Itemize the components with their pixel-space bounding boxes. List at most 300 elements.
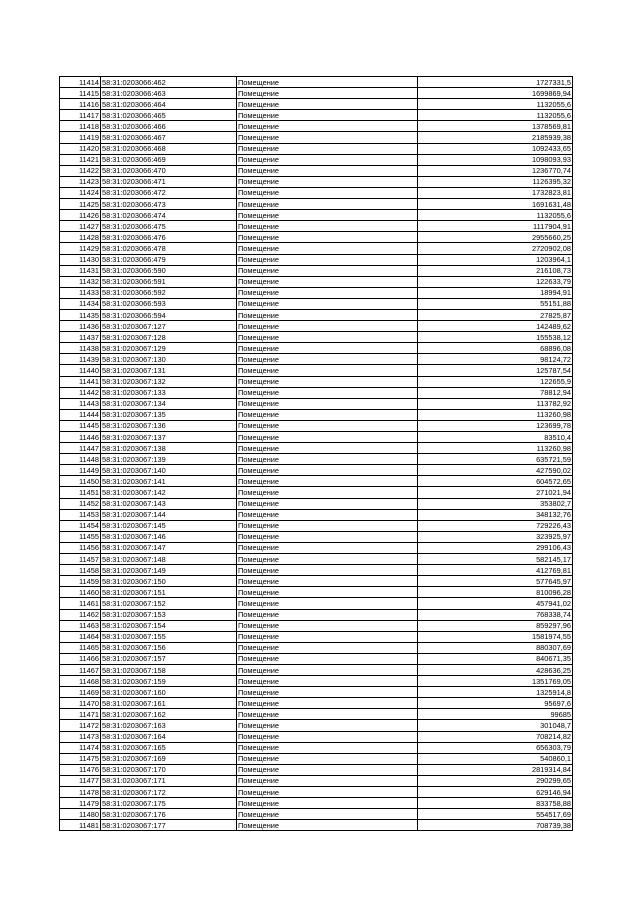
cadastral-value-cell: 554517,69 <box>418 809 573 820</box>
cadastral-value-cell: 98124,72 <box>418 354 573 365</box>
object-type-cell: Помещение <box>237 709 418 720</box>
row-number-cell: 11433 <box>60 287 101 298</box>
cadastral-value-cell: 412769,81 <box>418 565 573 576</box>
cadastral-number-cell: 58:31:0203066:465 <box>101 110 237 121</box>
object-type-cell: Помещение <box>237 775 418 786</box>
row-number-cell: 11443 <box>60 398 101 409</box>
cadastral-value-cell: 1351769,05 <box>418 676 573 687</box>
row-number-cell: 11428 <box>60 232 101 243</box>
cadastral-value-cell: 708214,82 <box>418 731 573 742</box>
table-row <box>60 387 573 398</box>
cadastral-number-cell: 58:31:0203066:464 <box>101 99 237 110</box>
row-number-cell: 11460 <box>60 587 101 598</box>
cadastral-number-cell: 58:31:0203067:164 <box>101 731 237 742</box>
cadastral-number-cell: 58:31:0203067:136 <box>101 420 237 431</box>
table-row <box>60 531 573 542</box>
object-type-cell: Помещение <box>237 276 418 287</box>
table-row <box>60 376 573 387</box>
cadastral-number-cell: 58:31:0203067:143 <box>101 498 237 509</box>
cadastral-value-cell: 299106,43 <box>418 542 573 553</box>
cadastral-value-cell: 301048,7 <box>418 720 573 731</box>
table-row <box>60 143 573 154</box>
cadastral-value-cell: 348132,76 <box>418 509 573 520</box>
object-type-cell: Помещение <box>237 676 418 687</box>
cadastral-number-cell: 58:31:0203066:468 <box>101 143 237 154</box>
cadastral-number-cell: 58:31:0203067:141 <box>101 476 237 487</box>
cadastral-number-cell: 58:31:0203067:161 <box>101 698 237 709</box>
row-number-cell: 11441 <box>60 376 101 387</box>
table-row <box>60 664 573 675</box>
object-type-cell: Помещение <box>237 487 418 498</box>
cadastral-value-cell: 323925,97 <box>418 531 573 542</box>
cadastral-number-cell: 58:31:0203066:462 <box>101 77 237 88</box>
row-number-cell: 11429 <box>60 243 101 254</box>
cadastral-number-cell: 58:31:0203066:593 <box>101 298 237 309</box>
row-number-cell: 11415 <box>60 88 101 99</box>
table-row <box>60 598 573 609</box>
object-type-cell: Помещение <box>237 731 418 742</box>
object-type-cell: Помещение <box>237 653 418 664</box>
object-type-cell: Помещение <box>237 121 418 132</box>
object-type-cell: Помещение <box>237 199 418 210</box>
cadastral-number-cell: 58:31:0203066:467 <box>101 132 237 143</box>
cadastral-number-cell: 58:31:0203066:591 <box>101 276 237 287</box>
row-number-cell: 11446 <box>60 432 101 443</box>
cadastral-value-cell: 880307,69 <box>418 642 573 653</box>
row-number-cell: 11421 <box>60 154 101 165</box>
cadastral-value-cell: 427590,02 <box>418 465 573 476</box>
row-number-cell: 11473 <box>60 731 101 742</box>
cadastral-value-cell: 833758,88 <box>418 798 573 809</box>
row-number-cell: 11414 <box>60 77 101 88</box>
cadastral-number-cell: 58:31:0203066:466 <box>101 121 237 132</box>
row-number-cell: 11423 <box>60 176 101 187</box>
cadastral-value-cell: 83510,4 <box>418 432 573 443</box>
row-number-cell: 11463 <box>60 620 101 631</box>
table-row <box>60 420 573 431</box>
row-number-cell: 11468 <box>60 676 101 687</box>
object-type-cell: Помещение <box>237 664 418 675</box>
object-type-cell: Помещение <box>237 332 418 343</box>
cadastral-number-cell: 58:31:0203067:156 <box>101 642 237 653</box>
cadastral-value-cell: 1117904,91 <box>418 221 573 232</box>
cadastral-number-cell: 58:31:0203067:133 <box>101 387 237 398</box>
row-number-cell: 11454 <box>60 520 101 531</box>
row-number-cell: 11445 <box>60 420 101 431</box>
object-type-cell: Помещение <box>237 809 418 820</box>
table-row <box>60 642 573 653</box>
cadastral-value-cell: 216108,73 <box>418 265 573 276</box>
cadastral-value-cell: 1378569,81 <box>418 121 573 132</box>
row-number-cell: 11418 <box>60 121 101 132</box>
row-number-cell: 11430 <box>60 254 101 265</box>
table-row <box>60 443 573 454</box>
cadastral-value-cell: 2185939,38 <box>418 132 573 143</box>
row-number-cell: 11448 <box>60 454 101 465</box>
cadastral-number-cell: 58:31:0203067:147 <box>101 542 237 553</box>
row-number-cell: 11457 <box>60 554 101 565</box>
row-number-cell: 11442 <box>60 387 101 398</box>
cadastral-value-cell: 582145,17 <box>418 554 573 565</box>
cadastral-number-cell: 58:31:0203066:471 <box>101 176 237 187</box>
cadastral-number-cell: 58:31:0203067:150 <box>101 576 237 587</box>
cadastral-number-cell: 58:31:0203067:145 <box>101 520 237 531</box>
cadastral-number-cell: 58:31:0203067:157 <box>101 653 237 664</box>
object-type-cell: Помещение <box>237 820 418 831</box>
cadastral-value-cell: 68896,08 <box>418 343 573 354</box>
table-row <box>60 298 573 309</box>
cadastral-number-cell: 58:31:0203067:171 <box>101 775 237 786</box>
cadastral-value-cell: 1581974,55 <box>418 631 573 642</box>
row-number-cell: 11424 <box>60 187 101 198</box>
object-type-cell: Помещение <box>237 753 418 764</box>
table-row <box>60 398 573 409</box>
row-number-cell: 11440 <box>60 365 101 376</box>
cadastral-number-cell: 58:31:0203067:128 <box>101 332 237 343</box>
cadastral-number-cell: 58:31:0203067:140 <box>101 465 237 476</box>
object-type-cell: Помещение <box>237 542 418 553</box>
table-row <box>60 88 573 99</box>
cadastral-number-cell: 58:31:0203066:476 <box>101 232 237 243</box>
table-row <box>60 809 573 820</box>
object-type-cell: Помещение <box>237 698 418 709</box>
row-number-cell: 11477 <box>60 775 101 786</box>
object-type-cell: Помещение <box>237 476 418 487</box>
table-row <box>60 232 573 243</box>
object-type-cell: Помещение <box>237 287 418 298</box>
cadastral-value-cell: 1092433,65 <box>418 143 573 154</box>
table-row <box>60 465 573 476</box>
object-type-cell: Помещение <box>237 598 418 609</box>
cadastral-value-cell: 122655,9 <box>418 376 573 387</box>
cadastral-value-cell: 1132055,6 <box>418 99 573 110</box>
cadastral-number-cell: 58:31:0203066:472 <box>101 187 237 198</box>
cadastral-number-cell: 58:31:0203066:463 <box>101 88 237 99</box>
cadastral-value-cell: 113260,98 <box>418 409 573 420</box>
cadastral-number-cell: 58:31:0203067:153 <box>101 609 237 620</box>
cadastral-number-cell: 58:31:0203067:127 <box>101 321 237 332</box>
table-row <box>60 620 573 631</box>
row-number-cell: 11453 <box>60 509 101 520</box>
table-row <box>60 210 573 221</box>
object-type-cell: Помещение <box>237 443 418 454</box>
cadastral-number-cell: 58:31:0203067:132 <box>101 376 237 387</box>
row-number-cell: 11419 <box>60 132 101 143</box>
object-type-cell: Помещение <box>237 565 418 576</box>
table-row <box>60 243 573 254</box>
cadastral-number-cell: 58:31:0203067:152 <box>101 598 237 609</box>
row-number-cell: 11422 <box>60 165 101 176</box>
cadastral-value-cell: 810096,28 <box>418 587 573 598</box>
row-number-cell: 11431 <box>60 265 101 276</box>
cadastral-value-cell: 1691631,48 <box>418 199 573 210</box>
table-row <box>60 165 573 176</box>
object-type-cell: Помещение <box>237 787 418 798</box>
object-type-cell: Помещение <box>237 110 418 121</box>
object-type-cell: Помещение <box>237 609 418 620</box>
row-number-cell: 11438 <box>60 343 101 354</box>
cadastral-value-cell: 629146,94 <box>418 787 573 798</box>
cadastral-number-cell: 58:31:0203067:159 <box>101 676 237 687</box>
object-type-cell: Помещение <box>237 742 418 753</box>
table-row <box>60 731 573 742</box>
object-type-cell: Помещение <box>237 509 418 520</box>
cadastral-number-cell: 58:31:0203067:154 <box>101 620 237 631</box>
object-type-cell: Помещение <box>237 187 418 198</box>
object-type-cell: Помещение <box>237 221 418 232</box>
table-row <box>60 343 573 354</box>
table-row <box>60 432 573 443</box>
cadastral-number-cell: 58:31:0203067:148 <box>101 554 237 565</box>
cadastral-value-cell: 2720902,08 <box>418 243 573 254</box>
cadastral-value-cell: 27825,87 <box>418 309 573 320</box>
row-number-cell: 11444 <box>60 409 101 420</box>
object-type-cell: Помещение <box>237 88 418 99</box>
cadastral-number-cell: 58:31:0203067:155 <box>101 631 237 642</box>
table-row <box>60 332 573 343</box>
row-number-cell: 11439 <box>60 354 101 365</box>
row-number-cell: 11474 <box>60 742 101 753</box>
row-number-cell: 11435 <box>60 309 101 320</box>
table-row <box>60 753 573 764</box>
table-row <box>60 476 573 487</box>
cadastral-number-cell: 58:31:0203066:474 <box>101 210 237 221</box>
table-row <box>60 742 573 753</box>
cadastral-value-cell: 604572,65 <box>418 476 573 487</box>
row-number-cell: 11466 <box>60 653 101 664</box>
table-row <box>60 554 573 565</box>
table-row <box>60 265 573 276</box>
table-row <box>60 820 573 831</box>
table-row <box>60 542 573 553</box>
cadastral-value-cell: 155538,12 <box>418 332 573 343</box>
table-row <box>60 321 573 332</box>
cadastral-value-cell: 142489,62 <box>418 321 573 332</box>
object-type-cell: Помещение <box>237 642 418 653</box>
row-number-cell: 11456 <box>60 542 101 553</box>
table-row <box>60 254 573 265</box>
row-number-cell: 11432 <box>60 276 101 287</box>
table-row <box>60 221 573 232</box>
cadastral-value-cell: 290299,65 <box>418 775 573 786</box>
cadastral-value-cell: 271021,94 <box>418 487 573 498</box>
cadastral-value-cell: 1203964,1 <box>418 254 573 265</box>
row-number-cell: 11479 <box>60 798 101 809</box>
row-number-cell: 11417 <box>60 110 101 121</box>
cadastral-number-cell: 58:31:0203067:172 <box>101 787 237 798</box>
object-type-cell: Помещение <box>237 309 418 320</box>
cadastral-number-cell: 58:31:0203067:139 <box>101 454 237 465</box>
cadastral-number-cell: 58:31:0203067:131 <box>101 365 237 376</box>
object-type-cell: Помещение <box>237 432 418 443</box>
object-type-cell: Помещение <box>237 764 418 775</box>
object-type-cell: Помещение <box>237 143 418 154</box>
object-type-cell: Помещение <box>237 243 418 254</box>
cadastral-value-cell: 78812,94 <box>418 387 573 398</box>
row-number-cell: 11447 <box>60 443 101 454</box>
cadastral-value-cell: 113260,98 <box>418 443 573 454</box>
cadastral-number-cell: 58:31:0203067:130 <box>101 354 237 365</box>
cadastral-value-cell: 95697,6 <box>418 698 573 709</box>
row-number-cell: 11425 <box>60 199 101 210</box>
cadastral-value-cell: 123699,78 <box>418 420 573 431</box>
cadastral-value-cell: 2819314,84 <box>418 764 573 775</box>
row-number-cell: 11451 <box>60 487 101 498</box>
cadastral-value-cell: 1727331,5 <box>418 77 573 88</box>
cadastral-number-cell: 58:31:0203067:162 <box>101 709 237 720</box>
cadastral-value-cell: 18994,91 <box>418 287 573 298</box>
object-type-cell: Помещение <box>237 99 418 110</box>
cadastral-number-cell: 58:31:0203067:160 <box>101 687 237 698</box>
cadastral-value-cell: 729226,43 <box>418 520 573 531</box>
cadastral-number-cell: 58:31:0203066:479 <box>101 254 237 265</box>
object-type-cell: Помещение <box>237 420 418 431</box>
cadastral-number-cell: 58:31:0203067:177 <box>101 820 237 831</box>
cadastral-value-cell: 1236770,74 <box>418 165 573 176</box>
table-row <box>60 287 573 298</box>
cadastral-value-cell: 2955660,25 <box>418 232 573 243</box>
cadastral-value-cell: 656303,79 <box>418 742 573 753</box>
object-type-cell: Помещение <box>237 376 418 387</box>
row-number-cell: 11480 <box>60 809 101 820</box>
cadastral-value-cell: 1126395,32 <box>418 176 573 187</box>
cadastral-number-cell: 58:31:0203066:590 <box>101 265 237 276</box>
cadastral-number-cell: 58:31:0203067:175 <box>101 798 237 809</box>
object-type-cell: Помещение <box>237 798 418 809</box>
object-type-cell: Помещение <box>237 365 418 376</box>
table-row <box>60 787 573 798</box>
table-row <box>60 309 573 320</box>
cadastral-number-cell: 58:31:0203066:478 <box>101 243 237 254</box>
cadastral-value-cell: 1132055,6 <box>418 110 573 121</box>
object-type-cell: Помещение <box>237 454 418 465</box>
table-row <box>60 720 573 731</box>
object-type-cell: Помещение <box>237 176 418 187</box>
table-row <box>60 698 573 709</box>
cadastral-value-cell: 708739,38 <box>418 820 573 831</box>
row-number-cell: 11469 <box>60 687 101 698</box>
table-row <box>60 454 573 465</box>
row-number-cell: 11472 <box>60 720 101 731</box>
row-number-cell: 11436 <box>60 321 101 332</box>
row-number-cell: 11475 <box>60 753 101 764</box>
cadastral-value-cell: 122633,79 <box>418 276 573 287</box>
table-row <box>60 565 573 576</box>
cadastral-value-cell: 1325914,8 <box>418 687 573 698</box>
table-row <box>60 132 573 143</box>
table-row <box>60 487 573 498</box>
cadastral-number-cell: 58:31:0203066:473 <box>101 199 237 210</box>
cadastral-number-cell: 58:31:0203067:176 <box>101 809 237 820</box>
object-type-cell: Помещение <box>237 687 418 698</box>
cadastral-number-cell: 58:31:0203067:135 <box>101 409 237 420</box>
object-type-cell: Помещение <box>237 520 418 531</box>
object-type-cell: Помещение <box>237 387 418 398</box>
row-number-cell: 11458 <box>60 565 101 576</box>
row-number-cell: 11467 <box>60 664 101 675</box>
cadastral-number-cell: 58:31:0203067:138 <box>101 443 237 454</box>
cadastral-value-cell: 457941,02 <box>418 598 573 609</box>
object-type-cell: Помещение <box>237 587 418 598</box>
table-row <box>60 365 573 376</box>
cadastral-value-cell: 125787,54 <box>418 365 573 376</box>
object-type-cell: Помещение <box>237 409 418 420</box>
table-row <box>60 199 573 210</box>
table-row <box>60 509 573 520</box>
row-number-cell: 11465 <box>60 642 101 653</box>
table-row <box>60 653 573 664</box>
row-number-cell: 11471 <box>60 709 101 720</box>
cadastral-value-cell: 55151,88 <box>418 298 573 309</box>
table-row <box>60 709 573 720</box>
object-type-cell: Помещение <box>237 265 418 276</box>
cadastral-number-cell: 58:31:0203066:594 <box>101 309 237 320</box>
row-number-cell: 11450 <box>60 476 101 487</box>
object-type-cell: Помещение <box>237 343 418 354</box>
object-type-cell: Помещение <box>237 554 418 565</box>
cadastral-value-cell: 1699869,94 <box>418 88 573 99</box>
cadastral-value-cell: 1132055,6 <box>418 210 573 221</box>
row-number-cell: 11426 <box>60 210 101 221</box>
cadastral-value-cell: 113782,92 <box>418 398 573 409</box>
cadastral-value-cell: 1098093,93 <box>418 154 573 165</box>
row-number-cell: 11434 <box>60 298 101 309</box>
table-row <box>60 576 573 587</box>
table-row <box>60 498 573 509</box>
cadastral-number-cell: 58:31:0203067:144 <box>101 509 237 520</box>
object-type-cell: Помещение <box>237 210 418 221</box>
table-row <box>60 154 573 165</box>
table-row <box>60 764 573 775</box>
row-number-cell: 11481 <box>60 820 101 831</box>
object-type-cell: Помещение <box>237 165 418 176</box>
row-number-cell: 11420 <box>60 143 101 154</box>
cadastral-value-cell: 99685 <box>418 709 573 720</box>
cadastral-value-cell: 768338,74 <box>418 609 573 620</box>
cadastral-number-cell: 58:31:0203067:129 <box>101 343 237 354</box>
cadastral-number-cell: 58:31:0203067:134 <box>101 398 237 409</box>
cadastral-value-cell: 577645,97 <box>418 576 573 587</box>
cadastral-value-cell: 1732823,81 <box>418 187 573 198</box>
row-number-cell: 11416 <box>60 99 101 110</box>
row-number-cell: 11461 <box>60 598 101 609</box>
cadastral-value-cell: 540860,1 <box>418 753 573 764</box>
row-number-cell: 11427 <box>60 221 101 232</box>
object-type-cell: Помещение <box>237 498 418 509</box>
cadastral-number-cell: 58:31:0203067:146 <box>101 531 237 542</box>
row-number-cell: 11449 <box>60 465 101 476</box>
property-table <box>59 76 573 831</box>
object-type-cell: Помещение <box>237 531 418 542</box>
table-row <box>60 276 573 287</box>
cadastral-value-cell: 635721,59 <box>418 454 573 465</box>
object-type-cell: Помещение <box>237 398 418 409</box>
cadastral-value-cell: 428636,25 <box>418 664 573 675</box>
table-row <box>60 687 573 698</box>
table-row <box>60 631 573 642</box>
cadastral-value-cell: 859297,96 <box>418 620 573 631</box>
object-type-cell: Помещение <box>237 465 418 476</box>
object-type-cell: Помещение <box>237 354 418 365</box>
row-number-cell: 11476 <box>60 764 101 775</box>
object-type-cell: Помещение <box>237 77 418 88</box>
cadastral-number-cell: 58:31:0203066:475 <box>101 221 237 232</box>
table-row <box>60 121 573 132</box>
object-type-cell: Помещение <box>237 720 418 731</box>
cadastral-number-cell: 58:31:0203067:165 <box>101 742 237 753</box>
cadastral-number-cell: 58:31:0203067:158 <box>101 664 237 675</box>
cadastral-value-cell: 840671,35 <box>418 653 573 664</box>
